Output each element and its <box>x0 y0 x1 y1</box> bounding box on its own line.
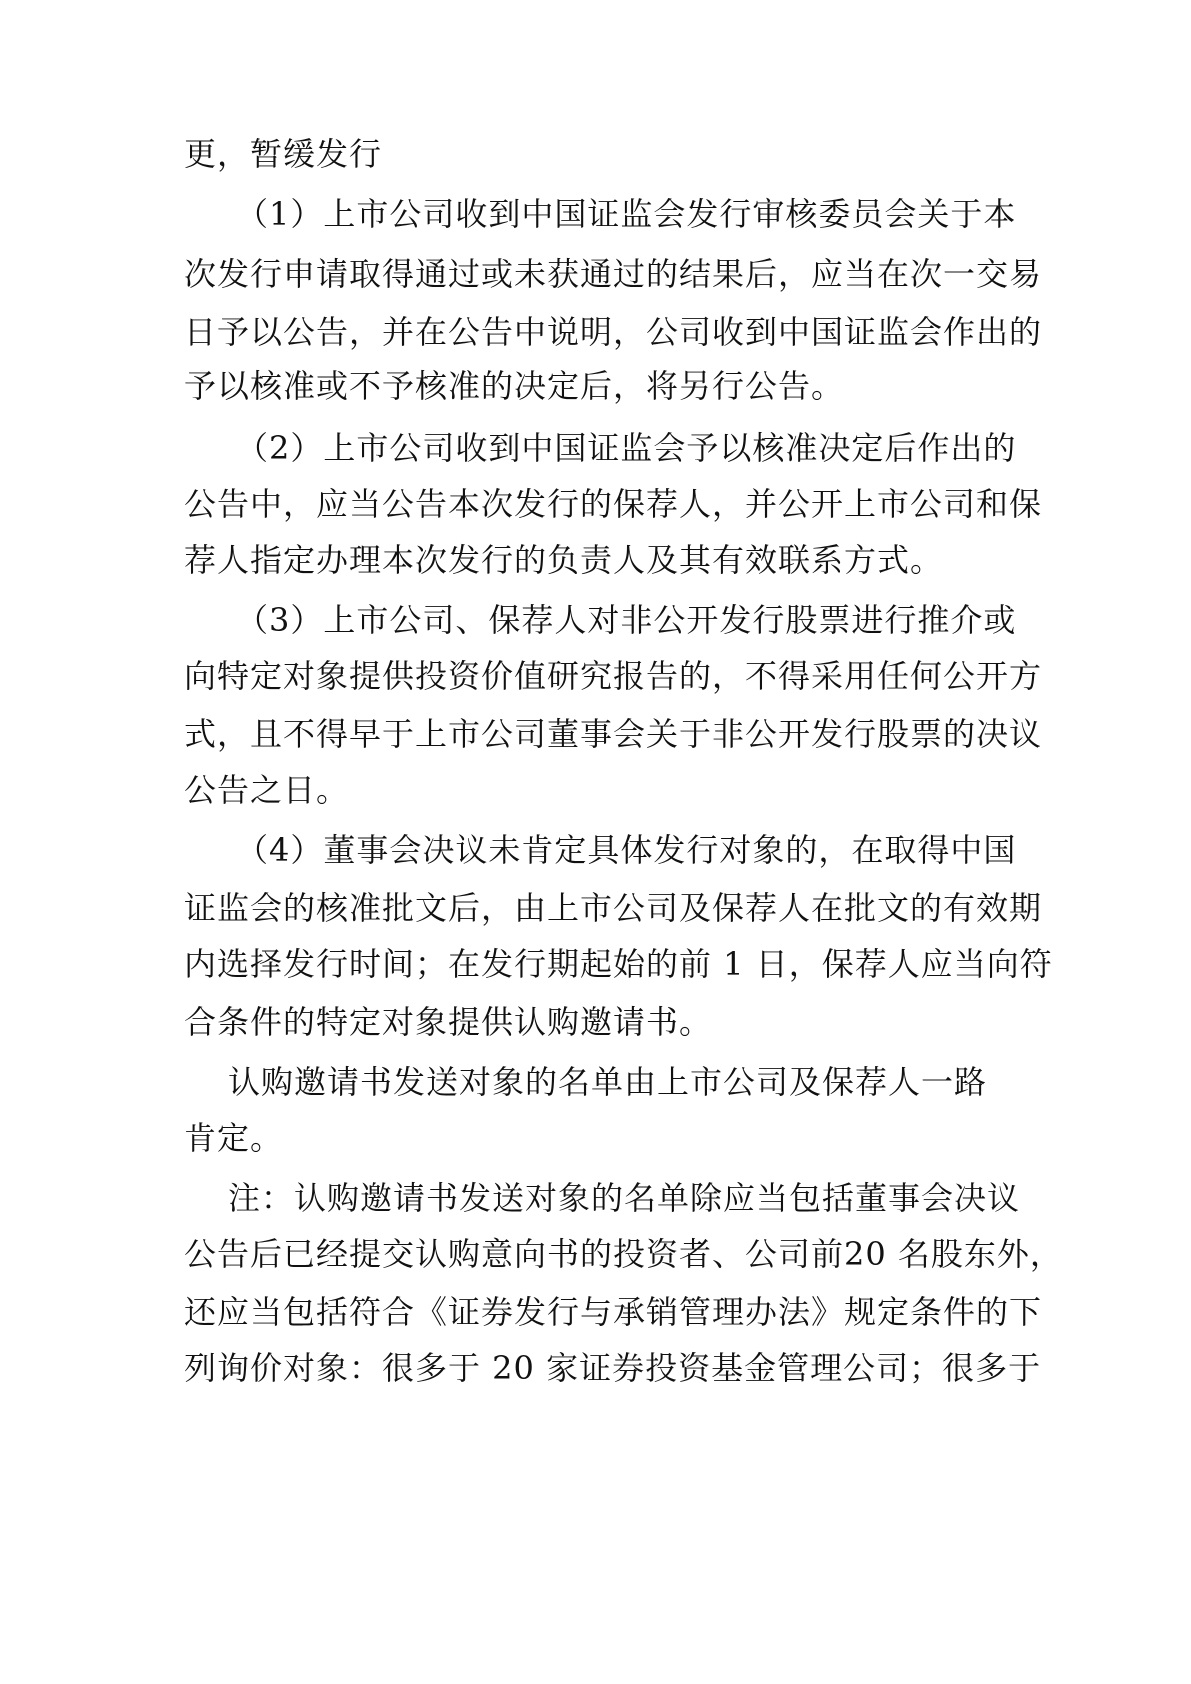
note-line-1: 注：认购邀请书发送对象的名单除应当包括董事会决议 <box>228 1179 1021 1217</box>
paragraph-3-line-4: 公告之日。 <box>184 771 350 809</box>
note-line-3: 还应当包括符合《证券发行与承销管理办法》规定条件的下 <box>184 1293 1043 1331</box>
paragraph-1-line-1: （1）上市公司收到中国证监会发行审核委员会关于本 <box>236 195 1017 233</box>
note-line-2: 公告后已经提交认购意向书的投资者、公司前20 名股东外， <box>184 1235 1063 1273</box>
paragraph-1-line-2: 次发行申请取得通过或未获通过的结果后，应当在次一交易 <box>184 255 1043 293</box>
paragraph-5-line-1: 认购邀请书发送对象的名单由上市公司及保荐人一路 <box>228 1063 988 1101</box>
paragraph-4-line-4: 合条件的特定对象提供认购邀请书。 <box>184 1003 713 1041</box>
paragraph-4-line-1: （4）董事会决议未肯定具体发行对象的，在取得中国 <box>236 831 1017 869</box>
note-line-4: 列询价对象：很多于 20 家证券投资基金管理公司；很多于 <box>184 1349 1042 1387</box>
paragraph-3-line-2: 向特定对象提供投资价值研究报告的，不得采用任何公开方 <box>184 657 1043 695</box>
paragraph-4-line-3: 内选择发行时间；在发行期起始的前 1 日，保荐人应当向符 <box>184 945 1053 983</box>
paragraph-2-line-3: 荐人指定办理本次发行的负责人及其有效联系方式。 <box>184 541 944 579</box>
paragraph-5-line-2: 肯定。 <box>184 1119 284 1157</box>
text-line-1: 更，暂缓发行 <box>184 135 383 173</box>
paragraph-1-line-3: 日予以公告，并在公告中说明，公司收到中国证监会作出的 <box>184 313 1043 351</box>
paragraph-2-line-2: 公告中，应当公告本次发行的保荐人，并公开上市公司和保 <box>184 485 1043 523</box>
paragraph-3-line-3: 式，且不得早于上市公司董事会关于非公开发行股票的决议 <box>184 715 1043 753</box>
paragraph-1-line-4: 予以核准或不予核准的决定后，将另行公告。 <box>184 367 845 405</box>
paragraph-2-line-1: （2）上市公司收到中国证监会予以核准决定后作出的 <box>236 429 1017 467</box>
paragraph-4-line-2: 证监会的核准批文后，由上市公司及保荐人在批文的有效期 <box>184 889 1043 927</box>
paragraph-3-line-1: （3）上市公司、保荐人对非公开发行股票进行推介或 <box>236 601 1017 639</box>
